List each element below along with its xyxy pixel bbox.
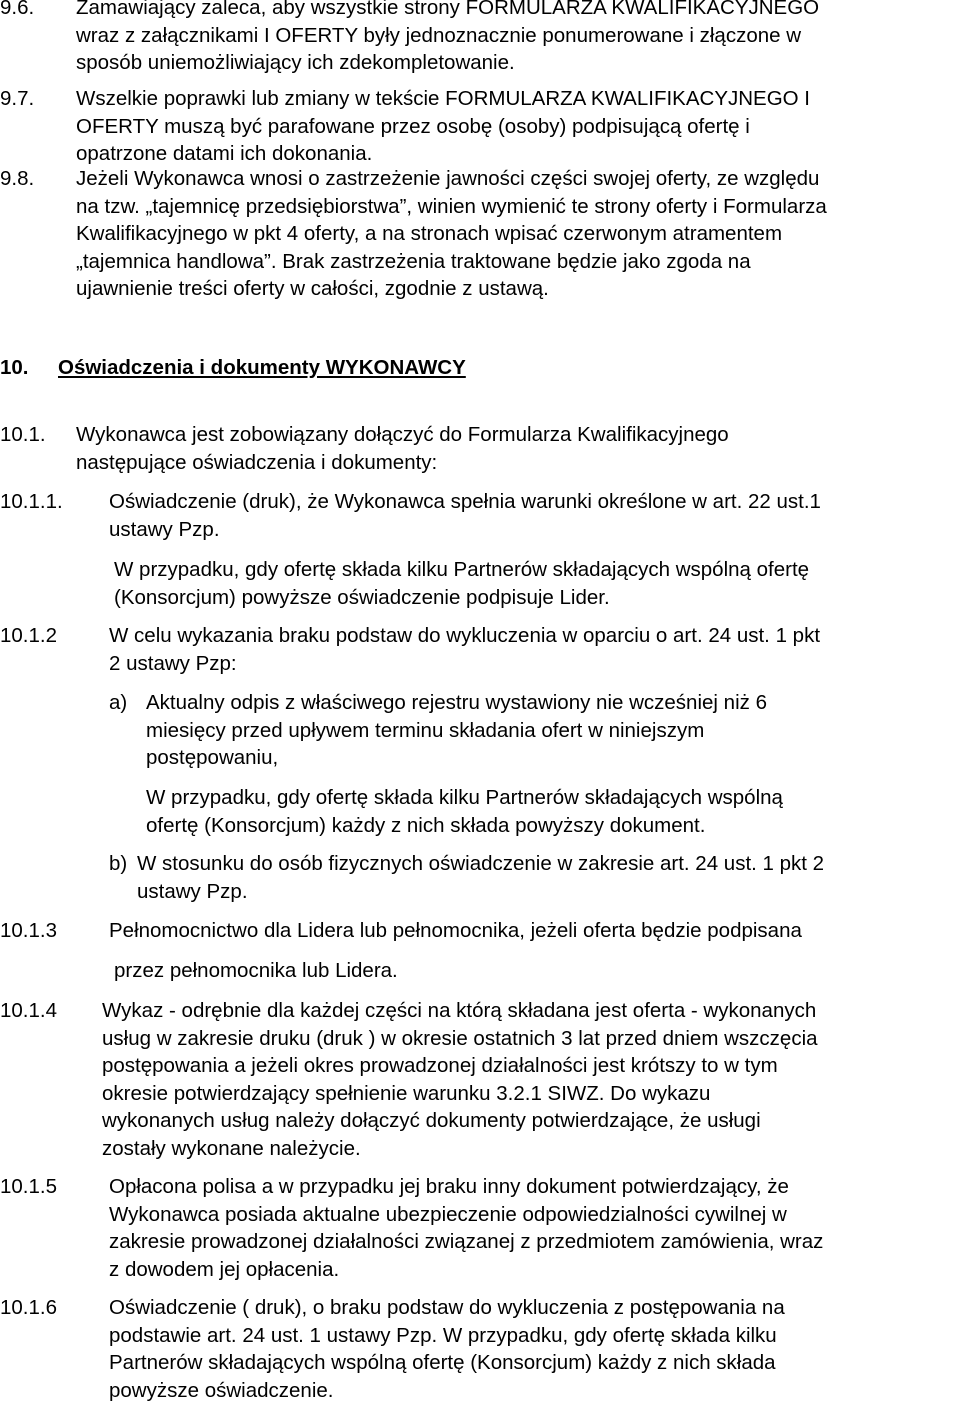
paragraph-number: 9.6.	[0, 0, 35, 19]
paragraph-number: 10.1.1.	[0, 490, 63, 513]
paragraph-number: 9.7.	[0, 87, 35, 110]
paragraph-text-continued: przez pełnomocnika lub Lidera.	[114, 959, 398, 982]
paragraph-text: Oświadczenie (druk), że Wykonawca spełnia warunki określone w art. 22 ust.1 ustawy Pzp.	[109, 490, 821, 541]
paragraph-text: Zamawiający zaleca, aby wszystkie strony FORMULARZA KWALIFIKACYJNEGO wraz z załącznikami I OFERTY były jednoznacznie ponumerowane i złączone w sposób uniemożliwiający ich zdekompletowanie.	[76, 0, 820, 74]
paragraph-text: Oświadczenie ( druk), o braku podstaw do wykluczenia z postępowania na podstawie art. 24 ust. 1 ustawy Pzp. W przypadku, gdy ofertę składa kilku Partnerów składających wspólną ofertę (Konsorcjum) każdy z nich składa powyższe oświadczenie.	[109, 1296, 785, 1402]
list-item-text: Aktualny odpis z właściwego rejestru wystawiony nie wcześniej niż 6 miesięcy przed upływem terminu składania ofert w niniejszym postępowaniu,	[146, 691, 767, 769]
list-item-note: W przypadku, gdy ofertę składa kilku Partnerów składających wspólną ofertę (Konsorcjum) każdy z nich składa powyższy dokument.	[146, 786, 783, 837]
paragraph-text: W celu wykazania braku podstaw do wykluczenia w oparciu o art. 24 ust. 1 pkt 2 ustawy Pzp:	[109, 624, 821, 675]
paragraph-number: 10.1.6	[0, 1296, 57, 1319]
paragraph-note: W przypadku, gdy ofertę składa kilku Partnerów składających wspólną ofertę (Konsorcjum) powyższe oświadczenie podpisuje Lider.	[114, 558, 810, 609]
list-item-text: W stosunku do osób fizycznych oświadczenie w zakresie art. 24 ust. 1 pkt 2 ustawy Pzp.	[137, 852, 825, 903]
paragraph-number: 10.1.3	[0, 919, 57, 942]
paragraph-text: Wykaz - odrębnie dla każdej części na którą składana jest oferta - wykonanych usług w zakresie druku (druk ) w okresie ostatnich 3 lat przed dniem wszczęcia postępowania a jeżeli okres prowadzonej działalności jest krótszy to w tym okresie potwierdzający spełnienie warunku 3.2.1 SIWZ. Do wykazu wykonanych usług należy dołączyć dokumenty potwierdzające, że usługi zostały wykonane należycie.	[102, 999, 818, 1160]
list-item-label: b)	[109, 852, 128, 875]
section-number: 10.	[0, 356, 29, 379]
paragraph-text: Opłacona polisa a w przypadku jej braku inny dokument potwierdzający, że Wykonawca posiada aktualne ubezpieczenie odpowiedzialności cywilnej w zakresie prowadzonej działalności związanej z przedmiotem zamówienia, wraz z dowodem jej opłacenia.	[109, 1175, 824, 1281]
paragraph-text: Jeżeli Wykonawca wnosi o zastrzeżenie jawności części swojej oferty, ze względu na tzw. „tajemnicę przedsiębiorstwa”, winien wymienić te strony oferty i Formularza Kwalifikacyjnego w pkt 4 oferty, a na stronach wpisać czerwonym atramentem „tajemnica handlowa”. Brak zastrzeżenia traktowane będzie jako zgoda na ujawnienie treści oferty w całości, zgodnie z ustawą.	[76, 167, 827, 300]
paragraph-number: 10.1.	[0, 423, 46, 446]
paragraph-number: 10.1.2	[0, 624, 57, 647]
section-heading: Oświadczenia i dokumenty WYKONAWCY	[58, 356, 466, 379]
paragraph-text: Pełnomocnictwo dla Lidera lub pełnomocnika, jeżeli oferta będzie podpisana	[109, 919, 802, 942]
paragraph-text: Wykonawca jest zobowiązany dołączyć do Formularza Kwalifikacyjnego następujące oświadczenia i dokumenty:	[76, 423, 729, 474]
paragraph-number: 9.8.	[0, 167, 35, 190]
list-item-label: a)	[109, 691, 128, 714]
paragraph-number: 10.1.4	[0, 999, 57, 1022]
paragraph-text: Wszelkie poprawki lub zmiany w tekście FORMULARZA KWALIFIKACYJNEGO I OFERTY muszą być parafowane przez osobę (osoby) podpisującą ofertę i opatrzone datami ich dokonania.	[76, 87, 810, 165]
paragraph-number: 10.1.5	[0, 1175, 57, 1198]
